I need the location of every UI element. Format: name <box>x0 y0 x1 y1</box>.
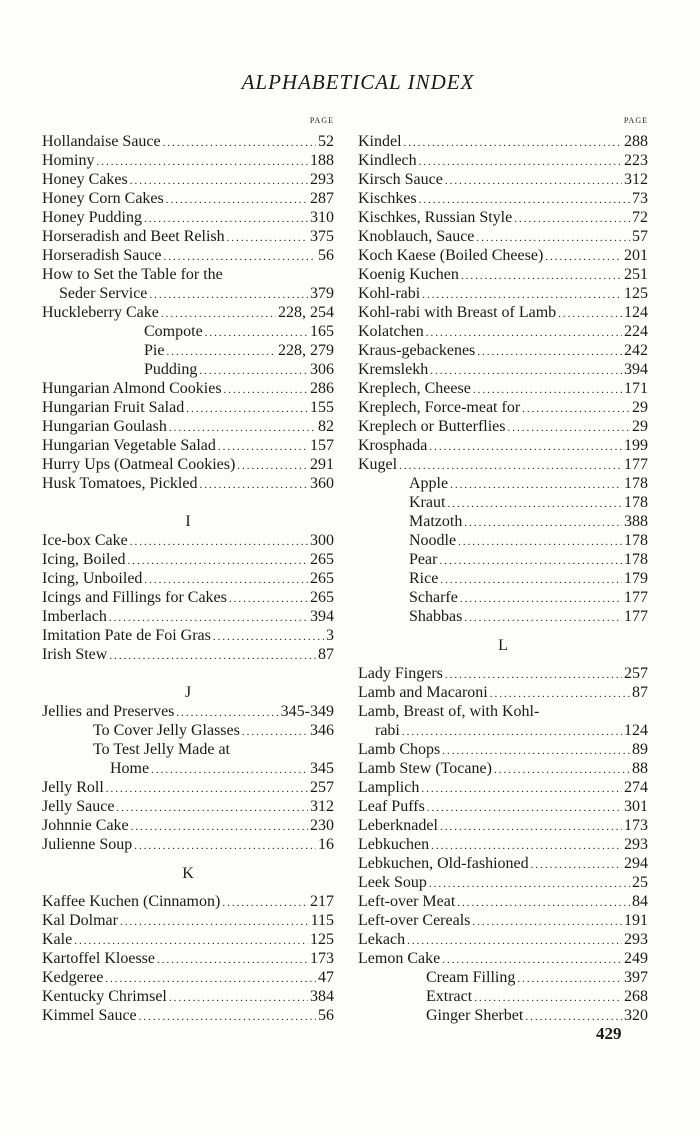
index-subentry: Pie ..... 228, 279 <box>42 341 334 360</box>
index-entry: Leaf Puffs ..... 301 <box>358 797 648 816</box>
index-subentry-continued: Home ..... 345 <box>42 759 334 778</box>
index-entry: Lamb Stew (Tocane) ..... 88 <box>358 759 648 778</box>
index-subentry: Matzoth ..... 388 <box>358 512 648 531</box>
index-entry: Kremslekh ..... 394 <box>358 360 648 379</box>
index-entry: Kreplech, Cheese ..... 171 <box>358 379 648 398</box>
index-subentry: Rice ..... 179 <box>358 569 648 588</box>
index-subentry: Compote ..... 165 <box>42 322 334 341</box>
index-entry: Kal Dolmar ..... 115 <box>42 911 334 930</box>
index-entry: Icing, Boiled ..... 265 <box>42 550 334 569</box>
index-entry: Hominy ..... 188 <box>42 151 334 170</box>
index-column-right <box>358 116 648 1025</box>
section-letter-l: L <box>498 637 508 654</box>
index-entry: Husk Tomatoes, Pickled ..... 360 <box>42 474 334 493</box>
index-entry: Leberknadel ..... 173 <box>358 816 648 835</box>
index-entry: Jellies and Preserves ..... 345-349 <box>42 702 334 721</box>
index-entry: Kohl-rabi ..... 125 <box>358 284 648 303</box>
index-entry: Julienne Soup ..... 16 <box>42 835 334 854</box>
index-entry: Koch Kaese (Boiled Cheese) ..... 201 <box>358 246 648 265</box>
section-letter-k: K <box>182 865 194 882</box>
index-entry: Lemon Cake ..... 249 <box>358 949 648 968</box>
index-entry: Kaffee Kuchen (Cinnamon) ..... 217 <box>42 892 334 911</box>
index-entry: Lady Fingers ..... 257 <box>358 664 648 683</box>
index-subentry: Pudding ..... 306 <box>42 360 334 379</box>
index-entry: Lamb and Macaroni ..... 87 <box>358 683 648 702</box>
index-entry: Kugel ..... 177 <box>358 455 648 474</box>
index-entry: Lebkuchen ..... 293 <box>358 835 648 854</box>
index-entry: Lebkuchen, Old-fashioned ..... 294 <box>358 854 648 873</box>
index-subentry: Kraut ..... 178 <box>358 493 648 512</box>
index-subentry: Pear ..... 178 <box>358 550 648 569</box>
index-entry-continued: Seder Service ..... 379 <box>42 284 334 303</box>
index-entry: Kirsch Sauce ..... 312 <box>358 170 648 189</box>
index-entry: Krosphada ..... 199 <box>358 436 648 455</box>
index-entry: Kolatchen ..... 224 <box>358 322 648 341</box>
index-entry: Leek Soup ..... 25 <box>358 873 648 892</box>
page-column-label: PAGE <box>309 116 334 125</box>
page-title: ALPHABETICAL INDEX <box>241 70 475 94</box>
index-entry: Knoblauch, Sauce ..... 57 <box>358 227 648 246</box>
index-entry: Hungarian Goulash ..... 82 <box>42 417 334 436</box>
index-subentry: Shabbas ..... 177 <box>358 607 648 626</box>
index-entry: How to Set the Table for the <box>42 266 223 283</box>
index-entry: Imberlach ..... 394 <box>42 607 334 626</box>
index-entry: Lamb Chops ..... 89 <box>358 740 648 759</box>
index-entry: Irish Stew ..... 87 <box>42 645 334 664</box>
index-entry: Kraus-gebackenes ..... 242 <box>358 341 648 360</box>
index-entry: Huckleberry Cake ..... 228, 254 <box>42 303 334 322</box>
index-subentry: Scharfe ..... 177 <box>358 588 648 607</box>
index-entry: Kischkes ..... 73 <box>358 189 648 208</box>
index-entry: Icings and Fillings for Cakes ..... 265 <box>42 588 334 607</box>
index-subentry: Noodle ..... 178 <box>358 531 648 550</box>
index-subentry: To Test Jelly Made at <box>93 741 230 758</box>
index-entry: Honey Corn Cakes ..... 287 <box>42 189 334 208</box>
index-subentry: Apple ..... 178 <box>358 474 648 493</box>
index-entry: Johnnie Cake ..... 230 <box>42 816 334 835</box>
index-entry: Koenig Kuchen ..... 251 <box>358 265 648 284</box>
index-subentry: To Cover Jelly Glasses ..... 346 <box>42 721 334 740</box>
index-entry: Hungarian Vegetable Salad ..... 157 <box>42 436 334 455</box>
index-entry: Kischkes, Russian Style ..... 72 <box>358 208 648 227</box>
index-entry: Hurry Ups (Oatmeal Cookies) ..... 291 <box>42 455 334 474</box>
index-entry: Jelly Roll ..... 257 <box>42 778 334 797</box>
index-entry: Kentucky Chrimsel ..... 384 <box>42 987 334 1006</box>
index-entry: Left-over Cereals ..... 191 <box>358 911 648 930</box>
index-entry: Hollandaise Sauce ..... 52 <box>42 132 334 151</box>
index-entry: Kohl-rabi with Breast of Lamb ..... 124 <box>358 303 648 322</box>
index-entry: Kreplech, Force-meat for ..... 29 <box>358 398 648 417</box>
index-entry: Imitation Pate de Foi Gras ..... 3 <box>42 626 334 645</box>
index-entry-continued: rabi ..... 124 <box>358 721 648 740</box>
index-subentry: Cream Filling ..... 397 <box>358 968 648 987</box>
index-entry: Lekach ..... 293 <box>358 930 648 949</box>
section-letter-i: I <box>185 513 191 530</box>
index-entry: Honey Pudding ..... 310 <box>42 208 334 227</box>
index-subentry: Extract ..... 268 <box>358 987 648 1006</box>
index-entry: Horseradish Sauce ..... 56 <box>42 246 334 265</box>
index-entry: Left-over Meat ..... 84 <box>358 892 648 911</box>
page-number: 429 <box>596 1024 622 1043</box>
index-entry: Honey Cakes ..... 293 <box>42 170 334 189</box>
index-entry: Kindlech ..... 223 <box>358 151 648 170</box>
index-entry: Kimmel Sauce ..... 56 <box>42 1006 334 1025</box>
index-subentry: Ginger Sherbet ..... 320 <box>358 1006 648 1025</box>
page-column-label: PAGE <box>623 116 648 125</box>
index-entry: Hungarian Almond Cookies ..... 286 <box>42 379 334 398</box>
index-entry: Kedgeree ..... 47 <box>42 968 334 987</box>
index-entry: Kale ..... 125 <box>42 930 334 949</box>
index-entry: Hungarian Fruit Salad ..... 155 <box>42 398 334 417</box>
index-entry: Lamplich ..... 274 <box>358 778 648 797</box>
index-entry: Horseradish and Beet Relish ..... 375 <box>42 227 334 246</box>
index-entry: Ice-box Cake ..... 300 <box>42 531 334 550</box>
index-column-left <box>42 116 334 1025</box>
index-entry: Kindel ..... 288 <box>358 132 648 151</box>
index-entry: Kreplech or Butterflies ..... 29 <box>358 417 648 436</box>
index-entry: Jelly Sauce ..... 312 <box>42 797 334 816</box>
section-letter-j: J <box>184 684 192 701</box>
index-entry: Lamb, Breast of, with Kohl- <box>358 703 540 720</box>
index-entry: Icing, Unboiled ..... 265 <box>42 569 334 588</box>
index-entry: Kartoffel Kloesse ..... 173 <box>42 949 334 968</box>
